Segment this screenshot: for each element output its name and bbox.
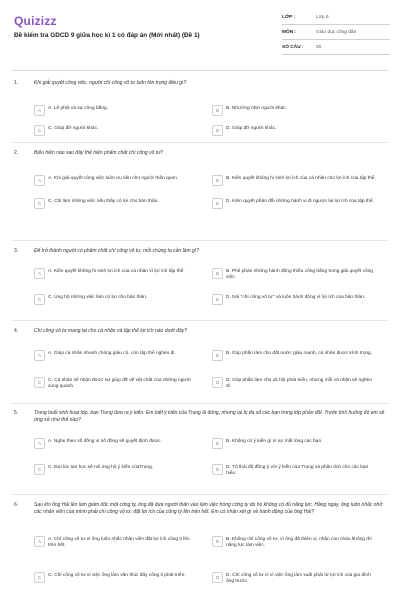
option-text: D. Giúp đỡ người khác. xyxy=(226,126,277,131)
question-number: 4. xyxy=(14,328,19,334)
meta-label: LỚP : xyxy=(282,14,296,20)
option-letter-box: A xyxy=(34,105,45,116)
option-a[interactable] xyxy=(34,536,208,550)
option-a[interactable] xyxy=(34,350,208,361)
question-divider xyxy=(12,320,388,321)
question-number: 1. xyxy=(14,80,19,86)
option-c[interactable] xyxy=(34,464,208,475)
option-letter-box: B xyxy=(212,175,223,186)
question-divider xyxy=(12,240,388,241)
option-c[interactable] xyxy=(34,294,208,305)
option-letter-box: C xyxy=(34,294,45,305)
option-letter-box: D xyxy=(212,572,223,583)
option-letter-box: B xyxy=(212,438,223,449)
option-letter-box: B xyxy=(212,105,223,116)
option-b[interactable] xyxy=(212,105,386,116)
option-text: D. Kiên quyết phản đối những hành vi đi ngược lại lợi ích của tập thể. xyxy=(226,199,374,204)
question-number: 3. xyxy=(14,248,19,254)
meta-row-subject xyxy=(282,25,390,40)
option-letter-box: A xyxy=(34,536,45,547)
question-text: Khi giải quyết công việc, người chí công vô tư luôn tôn trọng điều gì? xyxy=(34,80,187,86)
option-text: D. Góp phần làm cho xã hội phát triển, nhưng mỗi cá nhân sẽ nghèo đi. xyxy=(226,378,372,390)
option-b[interactable] xyxy=(212,438,386,449)
option-letter-box: B xyxy=(212,268,223,279)
option-text: C. Cá nhân sẽ nhận được sự giúp đỡ về vật chất của những người xung quanh. xyxy=(48,378,191,390)
option-d[interactable] xyxy=(212,464,386,478)
option-letter-box: C xyxy=(34,572,45,583)
option-letter-box: C xyxy=(34,377,45,388)
option-d[interactable] xyxy=(212,125,386,136)
question-text: Biểu hiện nào sau đây thể hiện phẩm chất chí công vô tư? xyxy=(34,150,164,156)
option-text: A. Chí công vô tư vì ông luôn nhắc nhân viên đặt lợi ích công ti lên trên hết. xyxy=(48,537,190,549)
option-text: B. Góp phần làm cho đất nước giàu mạnh, cá nhân được kính trọng. xyxy=(226,351,373,356)
question-number: 6. xyxy=(14,502,19,508)
option-text: A. Lẽ phải và sự công bằng. xyxy=(48,106,109,111)
question-divider xyxy=(12,142,388,143)
option-text: C. Ủng hộ những việc làm có lợi cho bản thân. xyxy=(48,295,148,300)
question-text: Sau khi ông Hải lên làm giám đốc một công ty, ông đã đưa người thân vào làm việc trong công ty dù họ không có đủ năng lực. Hằng ngày, ông luôn nhắc nhở các nhân viên của mình phải chí công vô tư, đặt lợi ích của công ty lên trên hết. Em có nhận xét gì về hành động của ông Hải? xyxy=(34,502,383,515)
option-b[interactable] xyxy=(212,350,386,361)
question-divider xyxy=(12,494,388,495)
option-text: B. Không có ý kiến gì vì sợ mất lòng các bạn. xyxy=(226,439,323,444)
option-a[interactable] xyxy=(34,268,208,279)
option-letter-box: D xyxy=(212,377,223,388)
option-text: C. Chỉ làm những việc nếu thấy có lợi cho bản thân. xyxy=(48,199,159,204)
option-d[interactable] xyxy=(212,572,386,586)
question-text: Chí công vô tư mang lại cho cá nhân và tập thể lợi ích nào dưới đây? xyxy=(34,328,188,334)
option-a[interactable] xyxy=(34,175,208,186)
option-text: B. Phê phán những hành động thiếu công bằng trong giải quyết công việc. xyxy=(226,269,373,281)
option-c[interactable] xyxy=(34,572,208,583)
option-letter-box: D xyxy=(212,198,223,209)
question-number: 5. xyxy=(14,410,19,416)
meta-value: 20 xyxy=(316,44,322,50)
meta-table xyxy=(282,10,390,55)
option-text: A. Kiên quyết không hi sinh lợi ích của cá nhân vì lợi ích tập thể. xyxy=(48,269,185,274)
option-a[interactable] xyxy=(34,105,208,116)
option-letter-box: B xyxy=(212,350,223,361)
option-c[interactable] xyxy=(34,198,208,209)
option-text: C. Đợi lúc tan học sẽ nói ủng hộ ý kiến củaTrung. xyxy=(48,465,154,470)
option-letter-box: A xyxy=(34,438,45,449)
option-text: A. Khi giải quyết công việc luôn ưu tiên cho người thân quen. xyxy=(48,176,179,181)
question-text: Trong buổi sinh hoạt lớp, bạn Trung đưa ra ý kiến. Em biết ý kiến của Trung là đúng, nhưng lại bị đa số các bạn trong lớp phản đối. Trước tình huống đó em sẽ ứng xử như thế nào? xyxy=(34,410,385,423)
option-letter-box: C xyxy=(34,464,45,475)
option-text: D. Chí công vô tư vì vì việc ông làm xuất phát từ lợi ích của gia đình ông trước. xyxy=(226,573,371,585)
quizizz-logo: Quizizz xyxy=(14,14,57,28)
option-d[interactable] xyxy=(212,377,386,391)
meta-row-class xyxy=(282,10,390,25)
option-a[interactable] xyxy=(34,438,208,449)
option-text: A. Giúp cá nhân nhanh chóng giàu có, còn tập thể nghèo đi. xyxy=(48,351,176,356)
question-divider xyxy=(12,403,388,404)
meta-row-count xyxy=(282,40,390,55)
option-text: A. Nghe theo số đông vì số đông sẽ quyết định được. xyxy=(48,439,162,444)
option-letter-box: B xyxy=(212,536,223,547)
option-letter-box: D xyxy=(212,125,223,136)
option-letter-box: D xyxy=(212,464,223,475)
question-text: Để trở thành người có phẩm chất chí công vô tư, mỗi chúng ta cần làm gì? xyxy=(34,248,199,254)
option-letter-box: C xyxy=(34,125,45,136)
option-b[interactable] xyxy=(212,268,386,282)
option-text: B. Nhường nhịn người khác. xyxy=(226,106,287,111)
option-letter-box: A xyxy=(34,350,45,361)
question-number: 2. xyxy=(14,150,19,156)
option-text: B. Không chí công vô tư, vì ông đã thiên vị, nhận con cháu không đủ năng lực làm việc. xyxy=(226,537,372,549)
header-divider xyxy=(12,70,388,71)
option-text: D. Tỏ thái độ đồng ý với ý kiến của Trung và phân tích cho các bạn hiểu. xyxy=(226,465,369,477)
option-text: B. Kiên quyết không hi sinh lợi ích của cá nhân cho lợi ích của tập thể. xyxy=(226,176,376,181)
option-d[interactable] xyxy=(212,294,386,305)
page-title: Đề kiểm tra GDCD 9 giữa học kì 1 có đáp án (Mới nhất) (Đề 1) xyxy=(14,32,200,39)
meta-label: MÔN : xyxy=(282,29,297,35)
option-b[interactable] xyxy=(212,175,386,186)
option-text: C. Chí công vô tư vì việc ông làm văn thúc đẩy công ti phát triển. xyxy=(48,573,186,578)
option-d[interactable] xyxy=(212,198,386,209)
option-b[interactable] xyxy=(212,536,386,550)
meta-value: Lớp 9 xyxy=(316,14,329,20)
option-letter-box: A xyxy=(34,268,45,279)
option-letter-box: D xyxy=(212,294,223,305)
option-letter-box: C xyxy=(34,198,45,209)
option-text: D. Nói "chí công vô tư" và luôn hành động vì lợi ích của bản thân. xyxy=(226,295,366,300)
meta-label: SỐ CÂU : xyxy=(282,44,304,50)
option-letter-box: A xyxy=(34,175,45,186)
option-c[interactable] xyxy=(34,377,208,391)
option-c[interactable] xyxy=(34,125,208,136)
option-text: C. Giúp đỡ người khác. xyxy=(48,126,99,131)
meta-value: Giáo dục công dân xyxy=(316,29,357,35)
